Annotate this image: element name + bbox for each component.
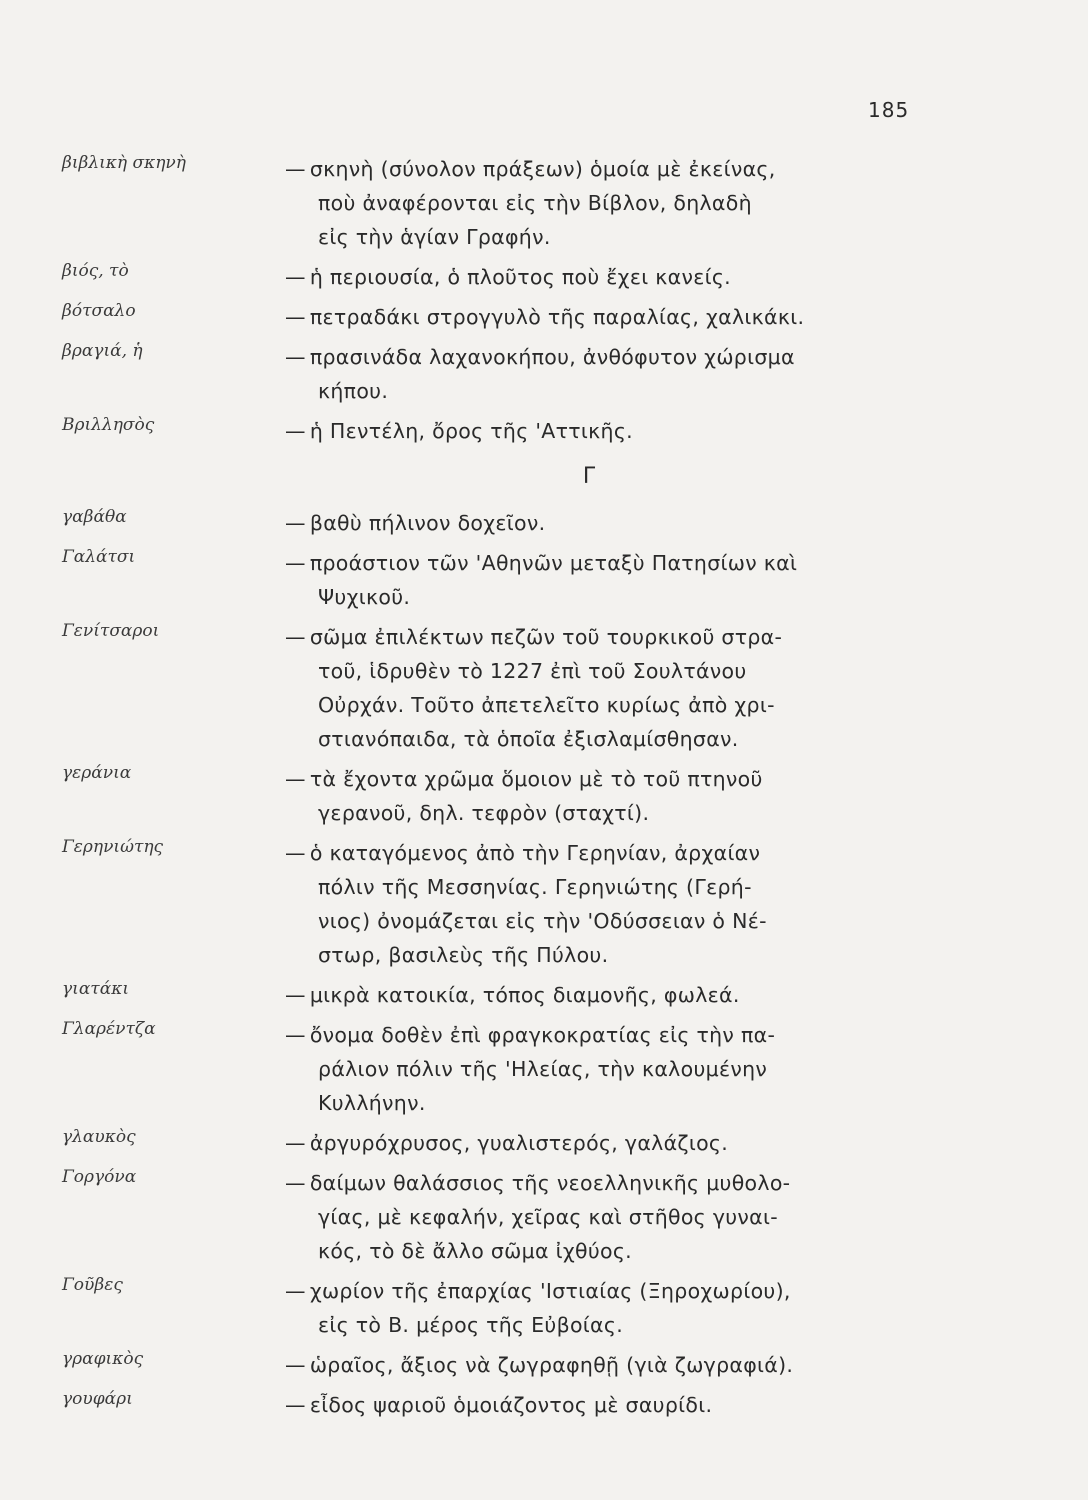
definition-line: ἀργυρόχρυσος, γυαλιστερός, γαλάζιος. <box>309 1131 729 1155</box>
definition-line: κήπου. <box>318 379 389 403</box>
glossary-term: γαβάθα <box>62 507 127 527</box>
em-dash: — <box>285 551 306 575</box>
em-dash: — <box>285 767 306 791</box>
glossary-entry <box>0 1388 1088 1422</box>
em-dash: — <box>285 419 306 443</box>
glossary-entries <box>0 152 1088 1428</box>
definition-line: μικρὰ κατοικία, τόπος διαμονῆς, φωλεά. <box>309 983 740 1007</box>
glossary-definition <box>285 506 910 540</box>
glossary-entry <box>0 260 1088 294</box>
definition-line: κός, τὸ δὲ ἄλλο σῶμα ἰχθύος. <box>318 1239 632 1263</box>
definition-line: βαθὺ πήλινον δοχεῖον. <box>309 511 546 535</box>
glossary-entry <box>0 620 1088 756</box>
glossary-term: Γαλάτσι <box>62 547 136 567</box>
em-dash: — <box>285 157 306 181</box>
em-dash: — <box>285 265 306 289</box>
glossary-term: βραγιά, ἡ <box>62 341 143 361</box>
glossary-definition <box>285 1388 910 1422</box>
glossary-entry <box>0 762 1088 830</box>
glossary-definition <box>285 1274 910 1342</box>
glossary-term: Γοῦβες <box>62 1275 123 1295</box>
glossary-entry <box>0 1126 1088 1160</box>
glossary-term: βιβλικὴ σκηνὴ <box>62 153 186 173</box>
definition-line: σῶμα ἐπιλέκτων πεζῶν τοῦ τουρκικοῦ στρα- <box>309 625 783 649</box>
glossary-entry <box>0 506 1088 540</box>
glossary-definition <box>285 620 910 756</box>
em-dash: — <box>285 625 306 649</box>
page-number: 185 <box>868 98 910 122</box>
glossary-entry <box>0 1018 1088 1120</box>
definition-line: πετραδάκι στρογγυλὸ τῆς παραλίας, χαλικάκι. <box>309 305 805 329</box>
em-dash: — <box>285 841 306 865</box>
glossary-definition <box>285 1348 910 1382</box>
glossary-definition <box>285 1166 910 1268</box>
em-dash: — <box>285 983 306 1007</box>
definition-line: πόλιν τῆς Μεσσηνίας. Γερηνιώτης (Γερή- <box>318 875 752 899</box>
em-dash: — <box>285 305 306 329</box>
glossary-entry <box>0 1348 1088 1382</box>
glossary-entry <box>0 836 1088 972</box>
em-dash: — <box>285 1131 306 1155</box>
em-dash: — <box>285 1171 306 1195</box>
definition-line: πρασινάδα λαχανοκήπου, ἀνθόφυτον χώρισμα <box>309 345 795 369</box>
glossary-entry <box>0 152 1088 254</box>
glossary-term: γεράνια <box>62 763 132 783</box>
em-dash: — <box>285 1023 306 1047</box>
section-letter: Γ <box>582 464 596 489</box>
glossary-definition <box>285 978 910 1012</box>
glossary-term: βιός, τὸ <box>62 261 129 281</box>
glossary-definition <box>285 260 910 294</box>
em-dash: — <box>285 1393 306 1417</box>
glossary-term: γουφάρι <box>62 1389 133 1409</box>
definition-line: Κυλλήνην. <box>318 1091 426 1115</box>
definition-line: ὁ καταγόμενος ἀπὸ τὴν Γερηνίαν, ἀρχαίαν <box>309 841 761 865</box>
glossary-term: βότσαλο <box>62 301 136 321</box>
glossary-definition <box>285 1126 910 1160</box>
definition-line: Οὐρχάν. Τοῦτο ἀπετελεῖτο κυρίως ἀπὸ χρι- <box>318 693 775 717</box>
glossary-section-g <box>0 506 1088 1422</box>
glossary-entry <box>0 1274 1088 1342</box>
glossary-term: Γλαρέντζα <box>62 1019 156 1039</box>
glossary-term: γραφικὸς <box>62 1349 144 1369</box>
definition-line: Ψυχικοῦ. <box>318 585 411 609</box>
definition-line: τοῦ, ἱδρυθὲν τὸ 1227 ἐπὶ τοῦ Σουλτάνου <box>318 659 747 683</box>
definition-line: εἰς τὴν ἁγίαν Γραφήν. <box>318 225 551 249</box>
em-dash: — <box>285 1353 306 1377</box>
glossary-entry <box>0 300 1088 334</box>
definition-line: εἰς τὸ Β. μέρος τῆς Εὐβοίας. <box>318 1313 624 1337</box>
em-dash: — <box>285 345 306 369</box>
definition-line: χωρίον τῆς ἐπαρχίας 'Ιστιαίας (Ξηροχωρίου), <box>309 1279 791 1303</box>
glossary-term: Βριλλησὸς <box>62 415 155 435</box>
glossary-entry <box>0 414 1088 448</box>
glossary-entry <box>0 978 1088 1012</box>
glossary-term: Γερηνιώτης <box>62 837 164 857</box>
glossary-definition <box>285 1018 910 1120</box>
glossary-term: Γενίτσαροι <box>62 621 160 641</box>
definition-line: νιος) ὀνομάζεται εἰς τὴν 'Οδύσσειαν ὁ Νέ- <box>318 909 767 933</box>
definition-line: γίας, μὲ κεφαλήν, χεῖρας καὶ στῆθος γυναι- <box>318 1205 778 1229</box>
em-dash: — <box>285 1279 306 1303</box>
glossary-term: γλαυκὸς <box>62 1127 136 1147</box>
definition-line: ποὺ ἀναφέρονται εἰς τὴν Βίβλον, δηλαδὴ <box>318 191 752 215</box>
definition-line: τὰ ἔχοντα χρῶμα ὅμοιον μὲ τὸ τοῦ πτηνοῦ <box>309 767 763 791</box>
glossary-definition <box>285 340 910 408</box>
glossary-definition <box>285 152 910 254</box>
glossary-section-b <box>0 152 1088 448</box>
glossary-term: γιατάκι <box>62 979 130 999</box>
glossary-entry <box>0 546 1088 614</box>
glossary-definition <box>285 300 910 334</box>
glossary-definition <box>285 414 910 448</box>
glossary-definition <box>285 836 910 972</box>
definition-line: εἶδος ψαριοῦ ὁμοιάζοντος μὲ σαυρίδι. <box>309 1393 713 1417</box>
definition-line: στιανόπαιδα, τὰ ὁποῖα ἐξισλαμίσθησαν. <box>318 727 739 751</box>
definition-line: προάστιον τῶν 'Αθηνῶν μεταξὺ Πατησίων καὶ <box>309 551 798 575</box>
glossary-definition <box>285 546 910 614</box>
definition-line: γερανοῦ, δηλ. τεφρὸν (σταχτί). <box>318 801 650 825</box>
glossary-definition <box>285 762 910 830</box>
definition-line: ἡ περιουσία, ὁ πλοῦτος ποὺ ἔχει κανείς. <box>309 265 731 289</box>
definition-line: στωρ, βασιλεὺς τῆς Πύλου. <box>318 943 609 967</box>
definition-line: σκηνὴ (σύνολον πράξεων) ὁμοία μὲ ἐκείνας, <box>309 157 776 181</box>
em-dash: — <box>285 511 306 535</box>
definition-line: δαίμων θαλάσσιος τῆς νεοελληνικῆς μυθολο- <box>309 1171 791 1195</box>
glossary-term: Γοργόνα <box>62 1167 137 1187</box>
glossary-entry <box>0 340 1088 408</box>
definition-line: ὡραῖος, ἄξιος νὰ ζωγραφηθῇ (γιὰ ζωγραφιά). <box>309 1353 794 1377</box>
glossary-entry <box>0 1166 1088 1268</box>
definition-line: ἡ Πεντέλη, ὄρος τῆς 'Αττικῆς. <box>309 419 633 443</box>
definition-line: ὄνομα δοθὲν ἐπὶ φραγκοκρατίας εἰς τὴν πα- <box>309 1023 776 1047</box>
definition-line: ράλιον πόλιν τῆς 'Ηλείας, τὴν καλουμένην <box>318 1057 768 1081</box>
